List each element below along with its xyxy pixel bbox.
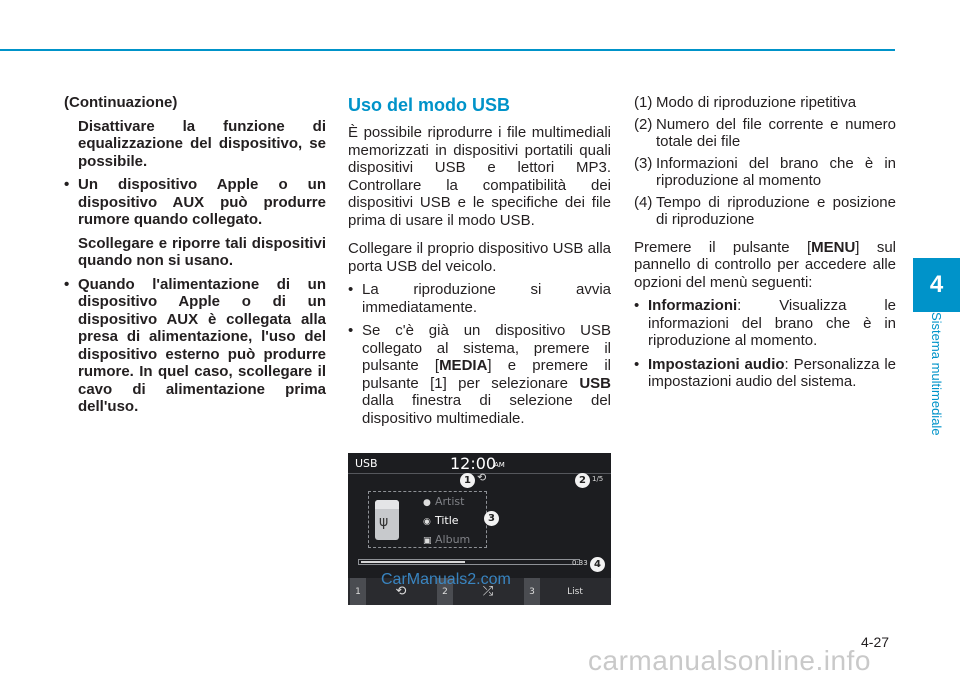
bullet-text-post: dalla finestra di selezione del dispositivo multimediale. <box>362 392 611 427</box>
progress-bar[interactable] <box>358 559 580 565</box>
shuffle-icon[interactable]: ⤮ <box>482 584 494 599</box>
album-label: Album <box>435 533 471 546</box>
bullet-text-pre: Se c'è già un dispositivo USB collegato al sistema, premere il pulsante [ <box>362 322 611 374</box>
column-2 <box>348 94 611 433</box>
file-count: 1/5 <box>592 475 604 483</box>
column-3 <box>634 94 896 397</box>
col3-bullet-1 <box>634 297 896 350</box>
bullet-text: : Visualizza le informazioni del brano che è in riproduzione al momento. <box>648 297 896 349</box>
bullet-icon: • <box>634 355 640 373</box>
item-text: Tempo di riproduzione e posizione di riproduzione <box>656 193 896 228</box>
disc-icon: ◉ <box>423 517 431 527</box>
bullet-icon: • <box>634 297 640 314</box>
media-key-label: MEDIA <box>439 357 488 374</box>
artist-row <box>423 495 464 508</box>
col3-bullet-2 <box>634 356 896 391</box>
usb-label: USB <box>579 374 611 392</box>
bullet-text: : Personalizza le impostazioni audio del sistema. <box>648 355 896 390</box>
repeat-icon: ⟲ <box>477 471 487 484</box>
elapsed-time: 0:33 <box>572 559 588 567</box>
section-heading: Uso del modo USB <box>348 95 511 115</box>
artist-label: Artist <box>435 495 465 508</box>
footer-watermark: carmanualsonline.info <box>588 645 871 676</box>
progress-fill <box>361 561 465 563</box>
usb-device-icon: ψ <box>375 500 399 540</box>
preset-3-number[interactable]: 3 <box>524 578 540 605</box>
bullet-text-mid: ] e premere il pulsante [1] per selezionare <box>362 357 611 392</box>
item-text: Numero del file corrente e numero totale dei file <box>656 115 896 150</box>
source-label: USB <box>355 457 378 470</box>
bullet-icon: • <box>64 176 70 193</box>
chapter-tab <box>913 258 960 312</box>
continuation-label: (Continuazione) <box>64 94 178 111</box>
callout-2: 2 <box>575 473 590 488</box>
preset-2-number[interactable]: 2 <box>437 578 453 605</box>
col2-paragraph-1: È possibile riprodurre i file multimediali memorizzati in dispositivi portatili quali dispositivi USB e lettori MP3. Controllare la compatibilità dei dispositivi USB e le specifiche dei file prima di usare il modo USB. <box>348 124 611 229</box>
top-rule <box>0 49 895 51</box>
item-number: (3) <box>634 154 653 172</box>
page-number: 4-27 <box>861 634 890 650</box>
col2-paragraph-2: Collegare il proprio dispositivo USB alla porta USB del veicolo. <box>348 240 611 275</box>
title-row <box>423 514 459 527</box>
bullet-icon: • <box>348 281 354 298</box>
title-label: Title <box>435 514 459 527</box>
watermark: CarManuals2.com <box>381 571 511 588</box>
col1-paragraph-1: Disattivare la funzione di equalizzazione del dispositivo, se possibile. <box>78 117 326 170</box>
bullet-label: Impostazioni audio <box>648 355 785 373</box>
col2-bullet-1 <box>348 281 611 316</box>
preset-1-number[interactable]: 1 <box>350 578 366 605</box>
item-text: Informazioni del brano che è in riproduzione al momento <box>656 154 896 189</box>
col3-paragraph <box>634 239 896 292</box>
para-text-pre: Premere il pulsante [ <box>634 238 812 256</box>
col1-paragraph-2: Scollegare e riporre tali dispositivi quando non si usano. <box>78 234 326 269</box>
item-number: (1) <box>634 94 653 111</box>
item-text: Modo di riproduzione ripetitiva <box>656 94 857 111</box>
repeat-icon[interactable]: ⟲ <box>395 584 407 599</box>
menu-key-label: MENU <box>811 238 856 256</box>
numbered-item <box>634 194 896 229</box>
album-icon: ▣ <box>423 536 432 546</box>
album-row <box>423 533 470 546</box>
col2-bullet-2 <box>348 322 611 427</box>
bullet-text: La riproduzione si avvia immediatamente. <box>362 281 611 316</box>
bullet-icon: • <box>64 275 70 293</box>
clock-time: 12:00 <box>450 454 497 473</box>
numbered-item <box>634 155 896 190</box>
para-text-post: ] sul pannello di controllo per accedere alle opzioni del menù seguenti: <box>634 238 896 291</box>
list-button[interactable]: List <box>567 586 583 597</box>
usb-screen-image <box>348 453 611 605</box>
bullet-icon: • <box>348 322 354 339</box>
bullet-label: Informazioni <box>648 297 738 314</box>
callout-4: 4 <box>590 557 605 572</box>
bullet-text: Un dispositivo Apple o un dispositivo AUX può produrre rumore quando collegato. <box>78 176 326 228</box>
column-1 <box>64 94 326 422</box>
numbered-item <box>634 116 896 151</box>
item-number: (4) <box>634 193 653 211</box>
chapter-number: 4 <box>929 271 944 298</box>
callout-3: 3 <box>484 511 499 526</box>
clock-ampm: AM <box>494 461 505 469</box>
callout-1: 1 <box>460 473 475 488</box>
item-number: (2) <box>634 115 653 133</box>
col1-bullet-1 <box>64 176 326 229</box>
person-icon: ● <box>423 498 431 508</box>
chapter-title: Sistema multimediale <box>929 312 944 436</box>
col1-bullet-2 <box>64 276 326 416</box>
bullet-text: Quando l'alimentazione di un dispositivo Apple o di un dispositivo AUX è collegata alla presa di alimentazione, l'uso del dispositivo esterno può produrre rumore. In quel caso, scollegare il cavo di alimentazione prima dell'uso. <box>78 275 326 415</box>
track-info-box <box>368 491 487 548</box>
numbered-item <box>634 94 896 112</box>
